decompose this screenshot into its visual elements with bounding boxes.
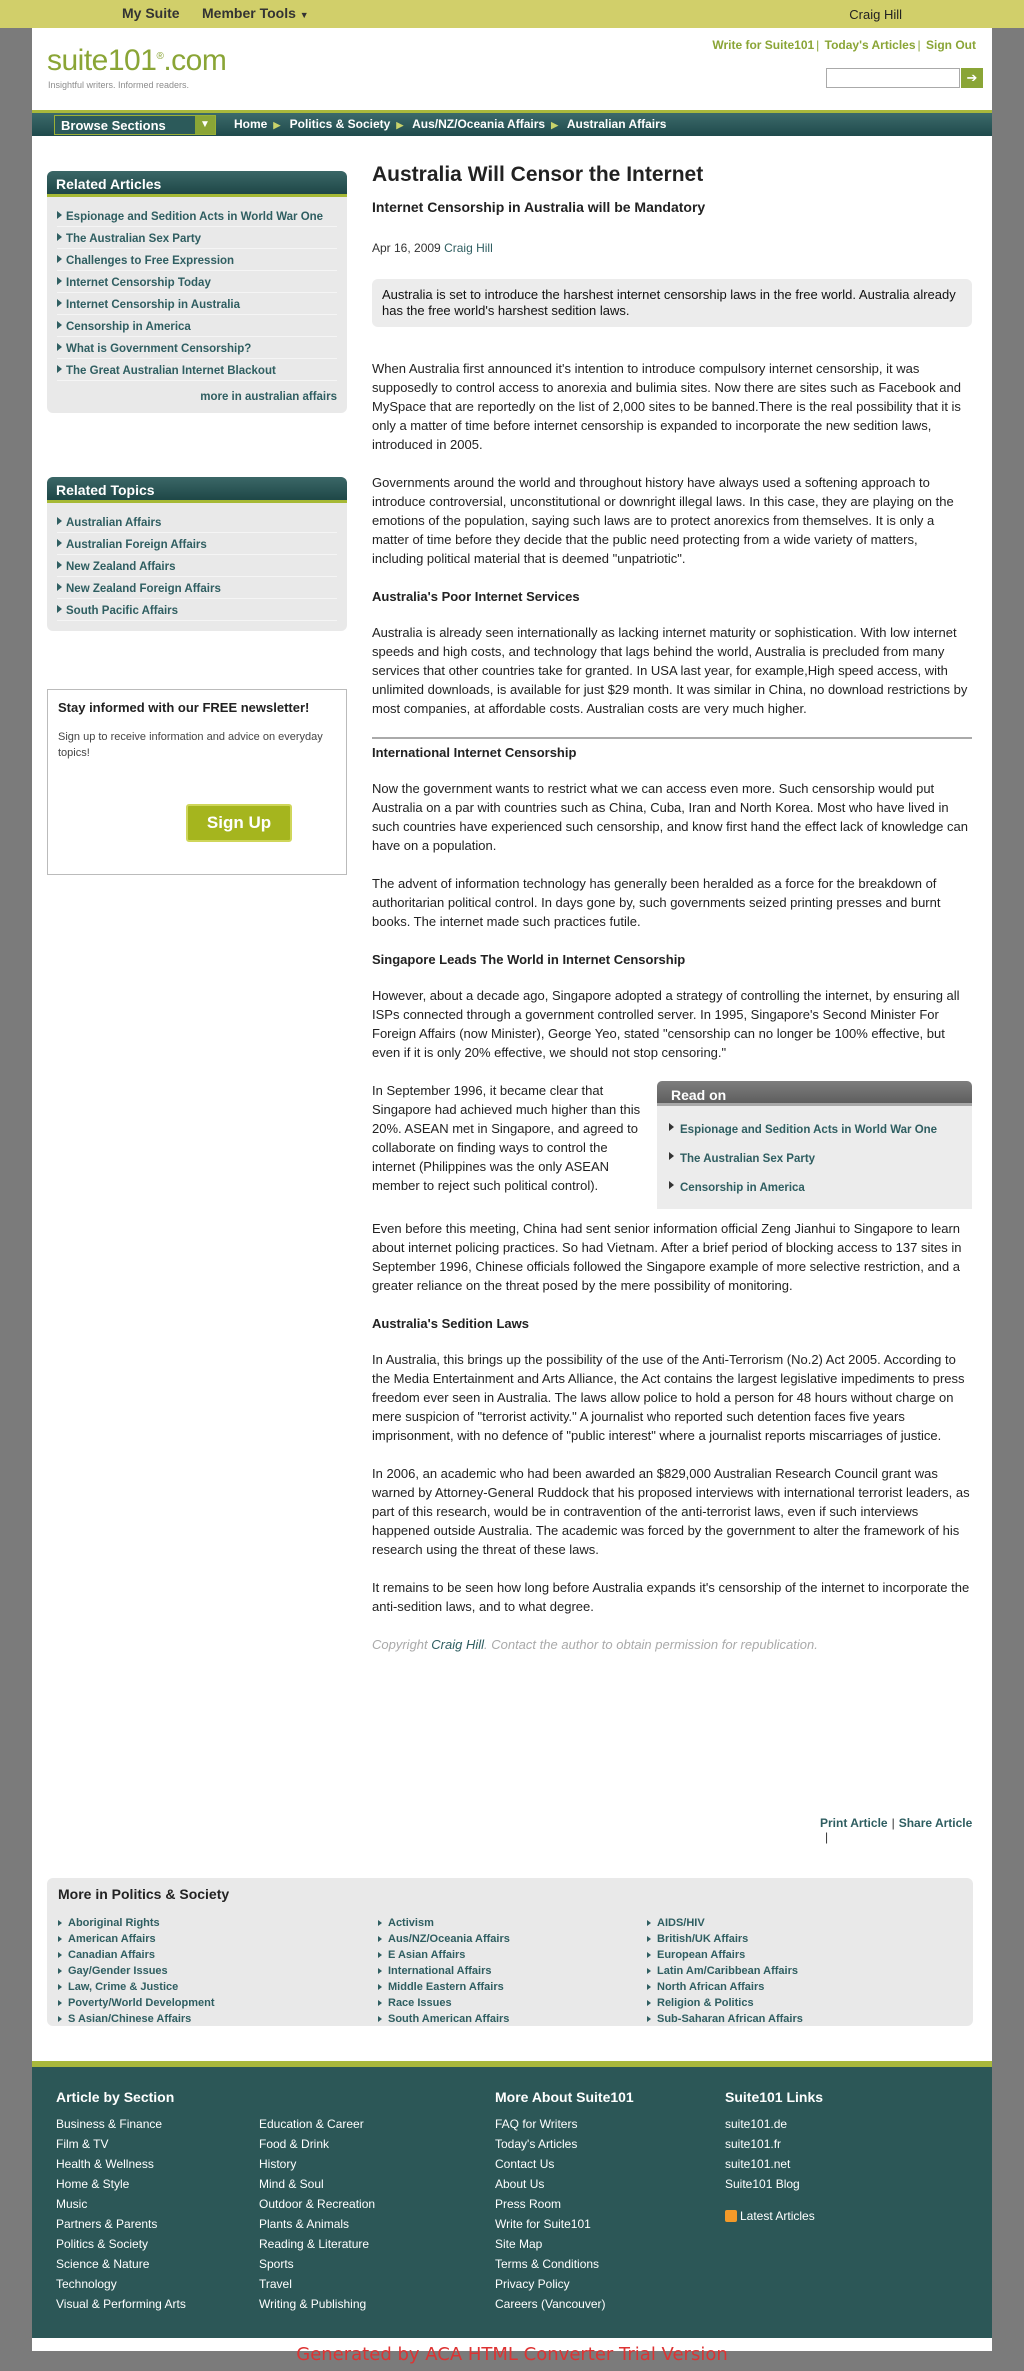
copyright-label: Copyright (372, 1637, 428, 1652)
footer-link[interactable]: Writing & Publishing (259, 2297, 367, 2311)
footer-link[interactable]: Press Room (495, 2197, 562, 2211)
list-item (57, 511, 337, 533)
chevron-down-icon: ▼ (299, 10, 309, 20)
article-actions: Print Article | Share Article | (820, 1816, 973, 1844)
chevron-down-icon: ▼ (195, 116, 215, 134)
more-australian-affairs-link[interactable]: more in australian affairs (200, 391, 337, 403)
section-heading: Australia's Poor Internet Services (372, 589, 580, 604)
section-heading: International Internet Censorship (372, 737, 972, 762)
related-topic-link[interactable]: South Pacific Affairs (66, 605, 179, 617)
footer-link[interactable]: Terms & Conditions (495, 2257, 600, 2271)
read-on-link[interactable]: The Australian Sex Party (680, 1153, 816, 1165)
footer-link[interactable]: Site Map (495, 2237, 543, 2251)
related-article-link[interactable]: The Great Australian Internet Blackout (66, 365, 276, 377)
more-in-link[interactable]: Canadian Affairs (58, 1949, 215, 1965)
footer (32, 2067, 992, 2338)
footer-link[interactable]: Education & Career (259, 2117, 364, 2131)
latest-articles-label: Latest Articles (740, 2209, 815, 2223)
logo-tagline: Insightful writers. Informed readers. (48, 80, 190, 90)
related-topic-link[interactable]: Australian Affairs (66, 517, 162, 529)
author-link[interactable]: Craig Hill (444, 241, 493, 255)
copyright-author-link[interactable]: Craig Hill (431, 1637, 484, 1652)
my-suite-link[interactable]: My Suite (122, 5, 180, 21)
footer-link[interactable]: Film & TV (56, 2137, 109, 2151)
article (372, 163, 972, 1654)
more-in-column (378, 1917, 510, 2029)
list-item (57, 599, 337, 621)
footer-link[interactable]: Business & Finance (56, 2117, 163, 2131)
dateline (372, 241, 972, 255)
breadcrumb-australian-affairs[interactable]: Australian Affairs (566, 117, 667, 131)
more-in-link[interactable]: Religion & Politics (647, 1997, 803, 2013)
logo-text: suite101 (47, 44, 157, 77)
trial-banner: Generated by ACA HTML Converter Trial Version (296, 2344, 728, 2365)
section-heading: Singapore Leads The World in Internet Censorship (372, 952, 686, 967)
more-in-link[interactable]: Sub-Saharan African Affairs (647, 2013, 803, 2029)
footer-link[interactable]: Privacy Policy (495, 2277, 570, 2291)
copyright-text: . Contact the author to obtain permission for republication. (484, 1637, 818, 1652)
footer-link[interactable]: Outdoor & Recreation (259, 2197, 376, 2211)
write-for-suite101-link[interactable]: Write for Suite101 (712, 38, 815, 52)
more-in-link[interactable]: Latin Am/Caribbean Affairs (647, 1965, 803, 1981)
read-on-link[interactable]: Espionage and Sedition Acts in World War One (680, 1124, 938, 1136)
breadcrumb-politics[interactable]: Politics & Society (289, 117, 391, 131)
footer-link[interactable]: Visual & Performing Arts (56, 2297, 186, 2311)
more-in-link[interactable]: Gay/Gender Issues (58, 1965, 215, 1981)
read-on-link[interactable]: Censorship in America (680, 1182, 805, 1194)
list-item (57, 205, 337, 227)
header-links: Write for Suite101 | Today's Articles | Sign Out (712, 38, 976, 52)
breadcrumb-oceania[interactable]: Aus/NZ/Oceania Affairs (412, 117, 546, 131)
breadcrumb-home[interactable]: Home (234, 117, 268, 131)
arrow-icon: ➔ (966, 70, 978, 85)
paragraph: In September 1996, it became clear that Singapore had achieved much higher than this 20%. ASEAN met in Singapore, and agreed to collaborate on finding ways to control the internet (Philippines was the only ASEAN member to reject such political control). (372, 1083, 641, 1193)
more-in-link[interactable]: Aboriginal Rights (58, 1917, 215, 1933)
paragraph: Governments around the world and throughout history have always used a softening approach to introduce controversial, unconstitutional or downright illegal laws. In this case, they are playing on the emotions of the population, saying such laws are to protect anorexics from themselves. It is only a matter of time before they decide that the public need protecting from a wide variety of matters, including political material that is deemed "unpatriotic". (372, 475, 954, 566)
related-article-link[interactable]: Censorship in America (66, 321, 191, 333)
footer-link[interactable]: Reading & Literature (259, 2237, 370, 2251)
related-article-link[interactable]: Espionage and Sedition Acts in World War One (66, 211, 324, 223)
todays-articles-link[interactable]: Today's Articles (824, 38, 916, 52)
article-subtitle: Internet Censorship in Australia will be Mandatory (372, 199, 706, 215)
footer-link[interactable]: Write for Suite101 (495, 2217, 591, 2231)
footer-link[interactable]: Plants & Animals (259, 2217, 350, 2231)
more-in-link[interactable]: Race Issues (378, 1997, 510, 2013)
list-item (57, 249, 337, 271)
footer-link[interactable]: Contact Us (495, 2157, 555, 2171)
footer-link[interactable]: suite101.net (725, 2157, 791, 2171)
more-in-title: More in Politics & Society (58, 1886, 230, 1902)
more-in-link[interactable]: AIDS/HIV (647, 1917, 803, 1933)
more-in-link[interactable]: E Asian Affairs (378, 1949, 510, 1965)
related-topic-link[interactable]: New Zealand Foreign Affairs (66, 583, 221, 595)
search-button[interactable] (961, 68, 983, 88)
footer-link[interactable]: Food & Drink (259, 2137, 330, 2151)
browse-label: Browse Sections (61, 118, 166, 133)
more-in-link[interactable]: S Asian/Chinese Affairs (58, 2013, 215, 2029)
more-in-column (58, 1917, 215, 2029)
newsletter-box (47, 689, 347, 875)
article-body (372, 359, 972, 1654)
more-in-section-box (47, 1878, 973, 2026)
paragraph: Australia is already seen internationally as lacking internet maturity or sophistication. With low internet speeds and high costs, and technology that lags behind the world, Australia is precluded from many services that other countries take for granted. In USA last year, for example,High speed access, with unlimited downloads, is available for just $29 month. It was similar in China, no download restrictions by most companies, at affordable costs. Australian costs are very much higher. (372, 625, 968, 716)
footer-link[interactable]: Careers (Vancouver) (495, 2297, 606, 2311)
related-topics-title: Related Topics (47, 477, 347, 503)
list-item (57, 271, 337, 293)
footer-link[interactable]: Today's Articles (495, 2137, 578, 2151)
list-item (57, 359, 337, 381)
footer-link[interactable]: Health & Wellness (56, 2157, 154, 2171)
more-in-link[interactable]: American Affairs (58, 1933, 215, 1949)
more-in-link[interactable]: South American Affairs (378, 2013, 510, 2029)
section-heading: Australia's Sedition Laws (372, 1316, 529, 1331)
rss-icon (725, 2210, 737, 2222)
more-in-link[interactable]: Poverty/World Development (58, 1997, 215, 2013)
list-item (57, 227, 337, 249)
share-article-link[interactable]: Share Article (898, 1816, 973, 1830)
more-in-link[interactable]: Aus/NZ/Oceania Affairs (378, 1933, 510, 1949)
footer-link[interactable]: FAQ for Writers (495, 2117, 578, 2131)
list-item (669, 1145, 960, 1174)
footer-link[interactable]: History (259, 2157, 297, 2171)
more-in-link[interactable]: Law, Crime & Justice (58, 1981, 215, 1997)
paragraph: In 2006, an academic who had been awarded an $829,000 Australian Research Council grant was warned by Attorney-General Ruddock that his proposed interviews with international terrorist leaders, as part of this research, would be in contravention of the anti-terrorist laws, even if such interviews happened outside Australia. The academic was forced by the government to alter the framework of his research using the threat of these laws. (372, 1466, 970, 1557)
page-container (32, 28, 992, 2351)
footer-link[interactable]: Partners & Parents (56, 2217, 158, 2231)
related-topic-link[interactable]: New Zealand Affairs (66, 561, 176, 573)
paragraph: When Australia first announced it's intention to introduce compulsory internet censorship, it was supposedly to control access to anorexia and bulimia sites. Now there are sites such as Facebook and MySpace that are reportedly on the list of 2,000 sites to be banned.There is the real possibility that it is only a matter of time before internet censorship is expanded to incorporate the new sedition laws, introduced in 2005. (372, 361, 961, 452)
footer-suite101-links (725, 2089, 823, 2229)
footer-link[interactable]: suite101.fr (725, 2137, 782, 2151)
more-in-link[interactable]: European Affairs (647, 1949, 803, 1965)
footer-sections-2 (259, 2089, 375, 2317)
breadcrumb (234, 117, 666, 131)
footer-link[interactable]: Technology (56, 2277, 117, 2291)
read-on-box (657, 1081, 972, 1209)
more-in-link[interactable]: North African Affairs (647, 1981, 803, 1997)
more-in-column (647, 1917, 803, 2029)
list-item (669, 1174, 960, 1203)
footer-link[interactable]: Politics & Society (56, 2237, 149, 2251)
list-item (57, 533, 337, 555)
related-article-link[interactable]: The Australian Sex Party (66, 233, 202, 245)
article-date: Apr 16, 2009 (372, 241, 441, 255)
related-articles-box (47, 171, 347, 413)
list-item (57, 293, 337, 315)
nav-bar (32, 110, 992, 136)
more-in-link[interactable]: British/UK Affairs (647, 1933, 803, 1949)
footer-sections (56, 2089, 186, 2317)
list-item (57, 555, 337, 577)
chevron-right-icon: ▶ (396, 120, 404, 130)
copyright-notice (372, 1635, 972, 1654)
related-article-link[interactable]: Challenges to Free Expression (66, 255, 235, 267)
footer-link[interactable]: suite101.de (725, 2117, 788, 2131)
footer-link[interactable]: Travel (259, 2277, 292, 2291)
list-item (57, 337, 337, 359)
related-articles-title: Related Articles (47, 171, 347, 197)
footer-heading: Article by Section (56, 2089, 175, 2105)
chevron-right-icon: ▶ (551, 120, 558, 130)
list-item (57, 577, 337, 599)
footer-link[interactable]: Mind & Soul (259, 2177, 324, 2191)
paragraph: Even before this meeting, China had sent senior information official Zeng Jianhui to Singapore to learn about internet policing practices. So had Vietnam. After a brief period of blocking access to 137 sites in September 1996, Chinese officials followed the Singapore example of more selective restriction, and a greater reliance on the threat posed by the mere possibility of monitoring. (372, 1221, 962, 1293)
paragraph: Now the government wants to restrict what we can access even more. Such censorship would put Australia on a par with countries such as China, Cuba, Iran and North Korea. Most who have lived in such countries have experienced such censorship, and know first hand the effect lack of knowledge can have on a population. (372, 781, 968, 853)
list-item (57, 315, 337, 337)
more-in-link[interactable]: Activism (378, 1917, 510, 1933)
search-input[interactable] (826, 68, 960, 88)
more-in-link[interactable]: International Affairs (378, 1965, 510, 1981)
latest-articles-link[interactable] (725, 2209, 823, 2229)
paragraph: The advent of information technology has generally been heralded as a force for the breakdown of authoritarian political control. In days gone by, such governments seized printing presses and burnt books. The internet made such practices futile. (372, 876, 941, 929)
top-bar (0, 0, 1024, 28)
paragraph: It remains to be seen how long before Australia expands it's censorship of the internet to incorporate the anti-sedition laws, and to what degree. (372, 1580, 970, 1614)
footer-about (495, 2089, 634, 2317)
sign-up-button[interactable]: Sign Up Here! (186, 804, 292, 842)
site-logo[interactable]: suite101®.com (47, 44, 227, 77)
related-article-link[interactable]: Internet Censorship Today (66, 277, 211, 289)
footer-link[interactable]: About Us (495, 2177, 545, 2191)
print-article-link[interactable]: Print Article (820, 1816, 888, 1830)
footer-link[interactable]: Home & Style (56, 2177, 130, 2191)
newsletter-text: Sign up to receive information and advice on everyday topics! (58, 731, 323, 759)
member-tools-menu[interactable] (202, 5, 309, 21)
chevron-right-icon: ▶ (273, 120, 281, 130)
article-summary: Australia is set to introduce the harshest internet censorship laws in the free world. Australia already has the free world's harshest sedition laws. (372, 279, 972, 327)
related-topics-box (47, 477, 347, 631)
member-tools-label: Member Tools (202, 5, 296, 21)
list-item (669, 1116, 960, 1145)
related-article-link[interactable]: What is Government Censorship? (66, 343, 252, 355)
logo-suffix: .com (163, 44, 227, 77)
footer-heading: Suite101 Links (725, 2089, 824, 2105)
read-on-title: Read on (657, 1081, 972, 1106)
related-topic-link[interactable]: Australian Foreign Affairs (66, 539, 207, 551)
footer-link[interactable]: Science & Nature (56, 2257, 150, 2271)
footer-link[interactable]: Sports (259, 2257, 294, 2271)
footer-link[interactable]: Suite101 Blog (725, 2177, 800, 2191)
footer-heading: More About Suite101 (495, 2089, 634, 2105)
footer-link[interactable]: Music (56, 2197, 88, 2211)
newsletter-title: Stay informed with our FREE newsletter! (58, 700, 310, 715)
browse-sections-button[interactable] (54, 115, 216, 135)
paragraph: However, about a decade ago, Singapore adopted a strategy of controlling the internet, by ensuring all ISPs connected through a government controlled server. In 1995, Singapore's Second Minister For Foreign Affairs (now Minister), George Yeo, stated "censorship can no longer be 100% effective, but even if it is only 20% effective, we should not stop censoring." (372, 988, 960, 1060)
article-title: Australia Will Censor the Internet (372, 163, 704, 186)
paragraph: In Australia, this brings up the possibility of the use of the Anti-Terrorism (No.2) Act 2005. According to the Media Entertainment and Arts Alliance, the Act contains the largest legislative impediments to press freedom ever seen in Australia. The laws allow police to hold a person for 48 hours without charge on mere suspicion of "terrorist activity." A journalist who reported such detention faces five years imprisonment, with no defence of "public interest" where a journalist reports miscarriages of justice. (372, 1352, 965, 1443)
user-name[interactable]: Craig Hill (849, 7, 902, 22)
more-in-link[interactable]: Middle Eastern Affairs (378, 1981, 510, 1997)
sign-out-link[interactable]: Sign Out (926, 38, 976, 52)
related-article-link[interactable]: Internet Censorship in Australia (66, 299, 241, 311)
